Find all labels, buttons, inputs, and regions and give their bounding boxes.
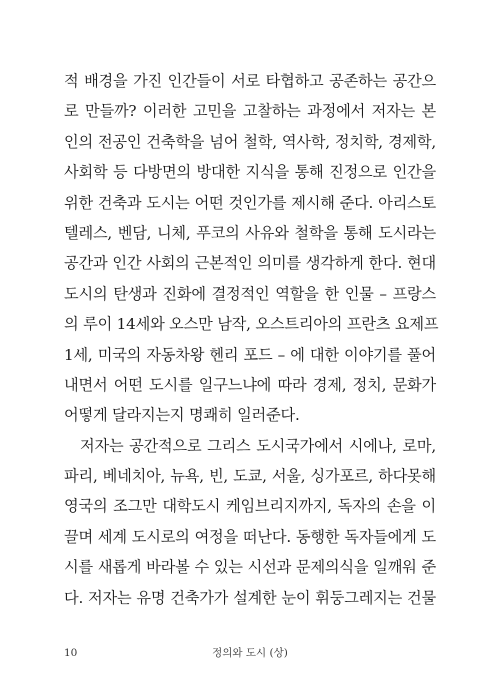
text-line: 의 루이 14세와 오스만 남작, 오스트리아의 프란츠 요제프 [64, 315, 439, 334]
page-number: 10 [64, 647, 78, 659]
paragraph-1 [64, 66, 439, 431]
text-line: 영국의 조그만 대학도시 케임브리지까지, 독자의 손을 이 [64, 497, 436, 516]
text-line: 어떻게 달라지는지 명쾌히 일러준다. [64, 406, 300, 425]
text-line: 파리, 베네치아, 뉴욕, 빈, 도쿄, 서울, 싱가포르, 하다못해 [64, 467, 436, 486]
text-line: 끌며 세계 도시로의 여정을 떠난다. 동행한 독자들에게 도 [64, 527, 436, 546]
text-line: 시를 새롭게 바라볼 수 있는 시선과 문제의식을 일깨워 준 [64, 558, 436, 577]
text-line: 다. 저자는 유명 건축가가 설계한 눈이 휘둥그레지는 건물 [64, 588, 436, 607]
body-text [64, 66, 439, 613]
text-line: 공간과 인간 사회의 근본적인 의미를 생각하게 한다. 현대 [64, 254, 436, 273]
text-line: 위한 건축과 도시는 어떤 것인가를 제시해 준다. 아리스토 [64, 193, 436, 212]
text-line: 적 배경을 가진 인간들이 서로 타협하고 공존하는 공간으 [64, 72, 436, 90]
text-line: 사회학 등 다방면의 방대한 지식을 통해 진정으로 인간을 [64, 163, 436, 182]
page-footer [64, 644, 436, 662]
text-line: 저자는 공간적으로 그리스 도시국가에서 시에나, 로마, [80, 436, 436, 455]
running-title: 정의와 도시 (상) [212, 647, 288, 659]
paragraph-2 [64, 431, 436, 613]
text-line: 1세, 미국의 자동차왕 헨리 포드 – 에 대한 이야기를 풀어 [64, 345, 436, 364]
text-line: 인의 전공인 건축학을 넘어 철학, 역사학, 정치학, 경제학, [64, 132, 436, 151]
text-line: 내면서 어떤 도시를 일구느냐에 따라 경제, 정치, 문화가 [64, 375, 436, 394]
text-line: 도시의 탄생과 진화에 결정적인 역할을 한 인물 – 프랑스 [64, 284, 436, 303]
text-line: 로 만들까? 이러한 고민을 고찰하는 과정에서 저자는 본 [64, 102, 436, 121]
text-line: 텔레스, 벤담, 니체, 푸코의 사유와 철학을 통해 도시라는 [64, 223, 436, 242]
